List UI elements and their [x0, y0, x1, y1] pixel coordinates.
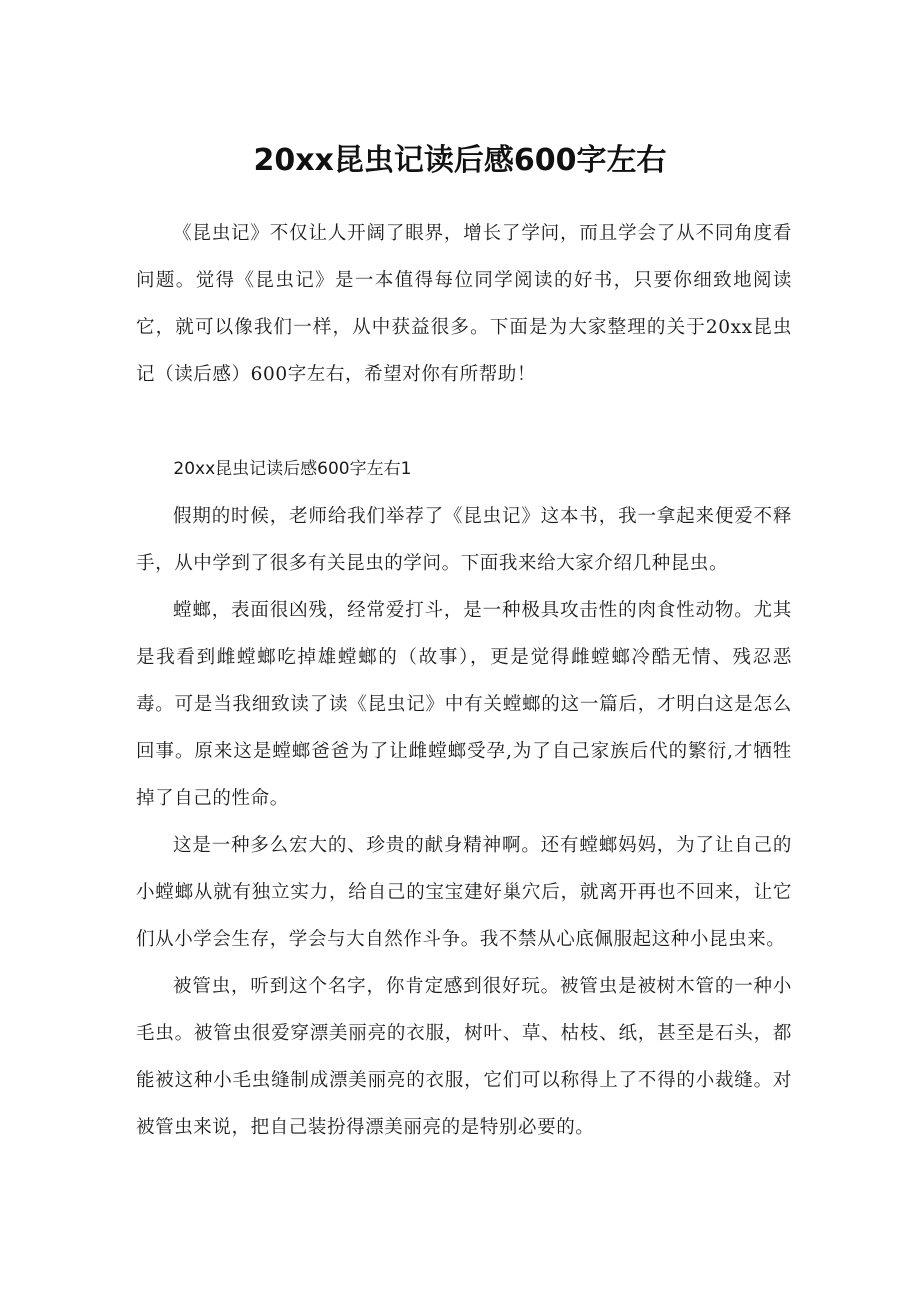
body-paragraph: 螳螂，表面很凶残，经常爱打斗，是一种极具攻击性的肉食性动物。尤其是我看到雌螳螂吃掉雄螳螂的（故事），更是觉得雌螳螂冷酷无情、残忍恶毒。可是当我细致读了读《昆虫记》中有关螳螂的这一篇后，才明白这是怎么回事。原来这是螳螂爸爸为了让雌螳螂受孕,为了自己家族后代的繁衍,才牺牲掉了自己的性命。 — [136, 600, 792, 809]
intro-paragraph: 《昆虫记》不仅让人开阔了眼界，增长了学问，而且学会了从不同角度看问题。觉得《昆虫记》是一本值得每位同学阅读的好书，只要你细致地阅读它，就可以像我们一样，从中获益很多。下面是为大家整理的关于20xx昆虫记（读后感）600字左右，希望对你有所帮助！ — [136, 223, 792, 385]
section-heading: 20xx昆虫记读后感600字左右1 — [173, 459, 412, 479]
body-paragraph: 这是一种多么宏大的、珍贵的献身精神啊。还有螳螂妈妈，为了让自己的小螳螂从就有独立实力，给自己的宝宝建好巢穴后，就离开再也不回来，让它们从小学会生存，学会与大自然作斗争。我不禁从心底佩服起这种小昆虫来。 — [136, 835, 792, 950]
body-paragraph: 假期的时候，老师给我们举荐了《昆虫记》这本书，我一拿起来便爱不释手，从中学到了很多有关昆虫的学问。下面我来给大家介绍几种昆虫。 — [136, 506, 792, 574]
section-spacer — [136, 398, 792, 446]
body-paragraph: 被管虫，听到这个名字，你肯定感到很好玩。被管虫是被树木管的一种小毛虫。被管虫很爱穿漂美丽亮的衣服，树叶、草、枯枝、纸，甚至是石头，都能被这种小毛虫缝制成漂美丽亮的衣服，它们可以称得上了不得的小裁缝。对被管虫来说，把自己装扮得漂美丽亮的是特别必要的。 — [136, 976, 792, 1138]
document-title: 20xx昆虫记读后感600字左右 — [253, 143, 667, 178]
document-body — [136, 210, 792, 1151]
